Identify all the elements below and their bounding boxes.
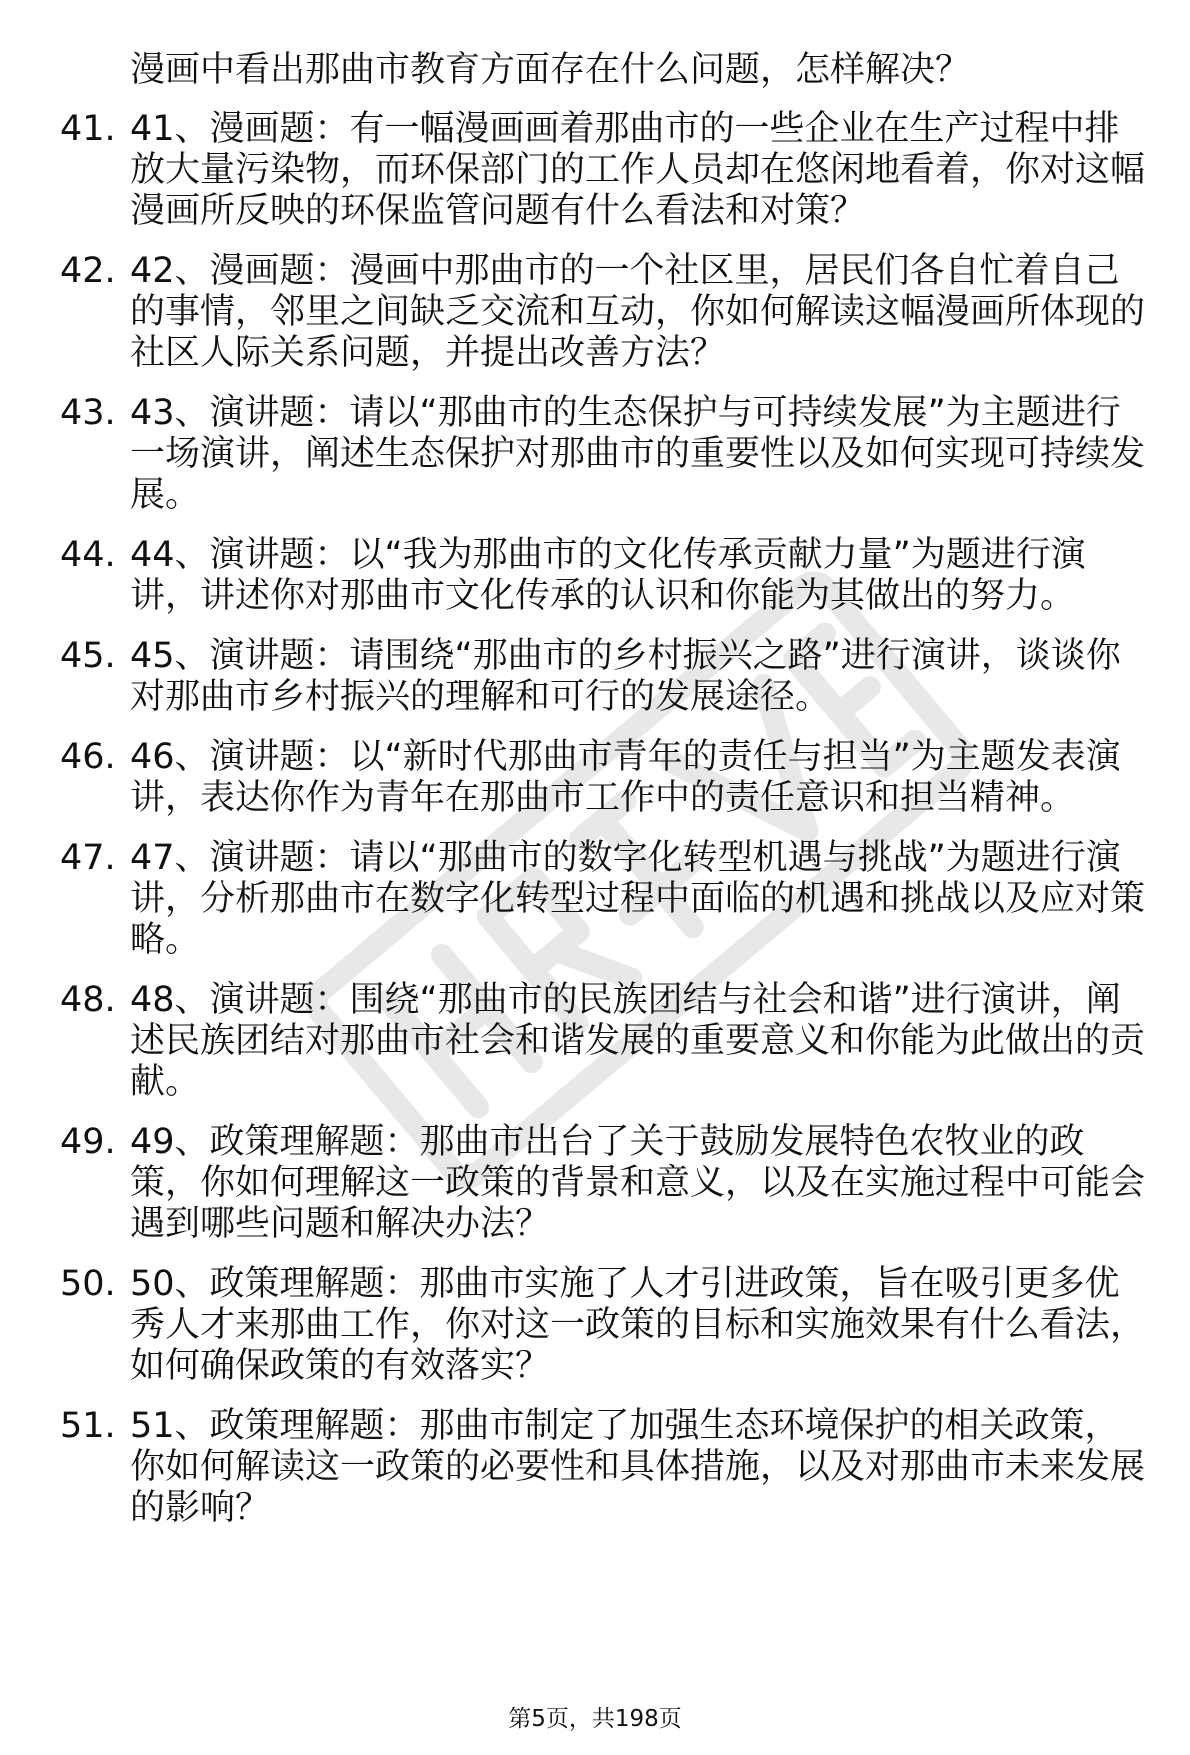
question-text: 41、漫画题：有一幅漫画画着那曲市的一些企业在生产过程中排放大量污染物，而环保部门的工作人员却在悠闲地看着，你对这幅漫画所反映的环保监管问题有什么看法和对策？ [130, 109, 1146, 231]
question-number: 43. [60, 393, 116, 433]
question-item [60, 1264, 1145, 1387]
question-item [60, 535, 1145, 617]
question-number: 49. [60, 1122, 116, 1162]
question-item [60, 251, 1145, 374]
question-text: 47、演讲题：请以“那曲市的数字化转型机遇与挑战”为题进行演讲，分析那曲市在数字化转型过程中面临的机遇和挑战以及应对策略。 [130, 838, 1146, 960]
question-text: 49、政策理解题：那曲市出台了关于鼓励发展特色农牧业的政策，你如何理解这一政策的背景和意义，以及在实施过程中可能会遇到哪些问题和解决办法？ [130, 1122, 1146, 1244]
question-text: 42、漫画题：漫画中那曲市的一个社区里，居民们各自忙着自己的事情，邻里之间缺乏交流和互动，你如何解读这幅漫画所体现的社区人际关系问题，并提出改善方法？ [130, 251, 1146, 373]
document-body [60, 50, 1150, 1548]
question-number: 42. [60, 251, 116, 291]
page-footer [0, 1700, 1190, 1733]
question-text: 46、演讲题：以“新时代那曲市青年的责任与担当”为主题发表演讲，表达你作为青年在那曲市工作中的责任意识和担当精神。 [130, 737, 1121, 818]
question-number: 41. [60, 109, 116, 149]
question-item [60, 838, 1145, 961]
question-number: 45. [60, 636, 116, 676]
question-item [60, 109, 1145, 232]
question-text: 51、政策理解题：那曲市制定了加强生态环境保护的相关政策，你如何解读这一政策的必要性和具体措施，以及对那曲市未来发展的影响？ [130, 1406, 1146, 1528]
question-item [60, 393, 1145, 516]
question-item [60, 636, 1145, 718]
question-number: 46. [60, 737, 116, 777]
question-item [60, 1406, 1145, 1529]
question-text: 48、演讲题：围绕“那曲市的民族团结与社会和谐”进行演讲，阐述民族团结对那曲市社会和谐发展的重要意义和你能为此做出的贡献。 [130, 980, 1146, 1102]
question-number: 48. [60, 980, 116, 1020]
question-list [60, 109, 1150, 1529]
question-number: 44. [60, 535, 116, 575]
question-text: 45、演讲题：请围绕“那曲市的乡村振兴之路”进行演讲，谈谈你对那曲市乡村振兴的理解和可行的发展途径。 [130, 636, 1121, 717]
question-text: 44、演讲题：以“我为那曲市的文化传承贡献力量”为题进行演讲，讲述你对那曲市文化传承的认识和你能为其做出的努力。 [130, 535, 1086, 616]
question-number: 47. [60, 838, 116, 878]
question-number: 50. [60, 1264, 116, 1304]
question-text: 50、政策理解题：那曲市实施了人才引进政策，旨在吸引更多优秀人才来那曲工作，你对这一政策的目标和实施效果有什么看法，如何确保政策的有效落实？ [130, 1264, 1146, 1386]
question-item [60, 1122, 1145, 1245]
question-item [60, 980, 1145, 1103]
continued-question-text: 漫画中看出那曲市教育方面存在什么问题，怎样解决？ [130, 50, 971, 90]
question-number: 51. [60, 1406, 116, 1446]
question-text: 43、演讲题：请以“那曲市的生态保护与可持续发展”为主题进行一场演讲，阐述生态保护对那曲市的重要性以及如何实现可持续发展。 [130, 393, 1146, 515]
page-number-label: 第5页，共198页 [508, 1706, 682, 1732]
question-item [60, 737, 1145, 819]
